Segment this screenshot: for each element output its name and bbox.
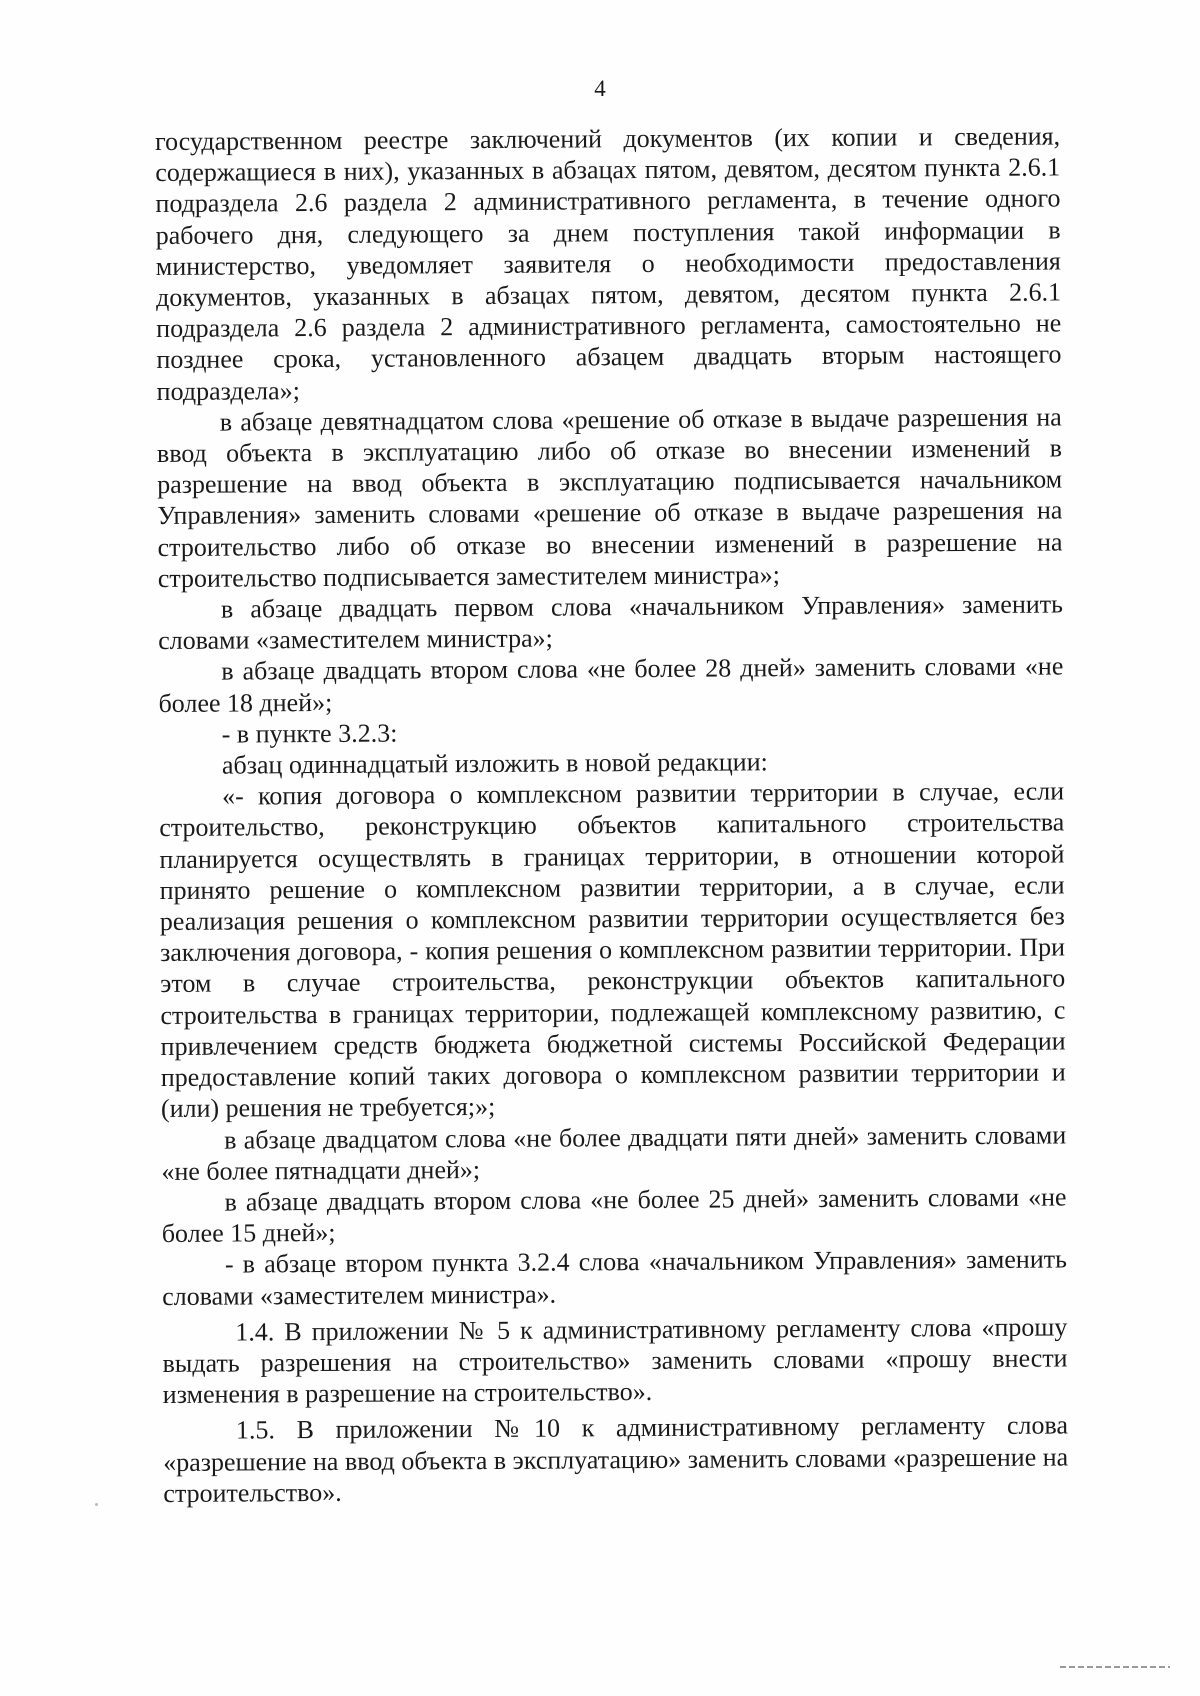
- page-number: 4: [594, 76, 606, 101]
- section-1-5: 1.5. В приложении №10 к административному регламенту слова «разрешение на ввод объекта в эксплуатацию» заменить словами «разрешение на строительство».: [163, 1410, 1069, 1508]
- paragraph-continuation: государственном реестре заключений документов (их копии и сведения, содержащиеся в них), указанных в абзацах пятом, девятом, десятом пункта 2.6.1 подраздела 2.6 раздела 2 административного регламента, в течение одного рабочего дня, следующего за днем поступления такой информации в министерство, уведомляет заявителя о необходимости предоставления документов, указанных в абзацах пятом, девятом, десятом пункта 2.6.1 подраздела 2.6 раздела 2 административного регламента, самостоятельно не позднее срока, установленного абзацем двадцать вторым настоящего подраздела»;: [155, 121, 1062, 406]
- paragraph-item-3-2-3: - в пункте 3.2.3:: [221, 718, 398, 749]
- paragraph-22nd-clause: в абзаце двадцать втором слова «не более 28 дней» заменить словами «не более 18 дней»;: [158, 651, 1064, 718]
- section-1-4: 1.4. В приложении № 5 к административному регламенту слова «прошу выдать разрешения на строительство» заменить словами «прошу внести изменения в разрешение на строительство».: [162, 1312, 1068, 1410]
- paragraph-11th-clause-intro: абзац одиннадцатый изложить в новой редакции:: [221, 747, 768, 780]
- paragraph-22nd-clause-b: в абзаце двадцать втором слова «не более 25 дней» заменить словами «не более 15 дней»;: [161, 1182, 1067, 1249]
- paragraph-20th-clause: в абзаце двадцатом слова «не более двадцати пяти дней» заменить словами «не более пятнадцати дней»;: [161, 1119, 1067, 1186]
- paragraph-new-wording: «- копия договора о комплексном развитии территории в случае, если строительство, реконструкцию объектов капитального строительства планируется осуществлять в границах территории, в отношении которой принято решение о комплексном развитии территории, а в случае, если реализация решения о комплексном развитии территории осуществляется без заключения договора, - копия решения о комплексном развитии территории. При этом в случае строительства, реконструкции объектов капитального строительства в границах территории, подлежащей комплексному развитию, с привлечением средств бюджета бюджетной системы Российской Федерации предоставление копий таких договора о комплексном развитии территории и (или) решения не требуется;»;: [159, 776, 1066, 1124]
- paragraph-item-3-2-4: - в абзаце втором пункта 3.2.4 слова «начальником Управления» заменить словами «заместителем министра».: [162, 1244, 1068, 1311]
- scan-artifact: [95, 1503, 98, 1506]
- paragraph-19th-clause: в абзаце девятнадцатом слова «решение об отказе в выдаче разрешения на ввод объекта в эксплуатацию либо об отказе во внесении изменений в разрешение на ввод объекта в эксплуатацию подписывается начальником Управления» заменить словами «решение об отказе в выдаче разрешения на строительство либо об отказе во внесении изменений в разрешение на строительство подписывается заместителем министра»;: [156, 402, 1063, 593]
- document-body: [155, 120, 1068, 1508]
- scan-edge-mark: [1060, 1666, 1170, 1668]
- paragraph-21st-clause: в абзаце двадцать первом слова «начальником Управления» заменить словами «заместителем министра»;: [158, 589, 1064, 656]
